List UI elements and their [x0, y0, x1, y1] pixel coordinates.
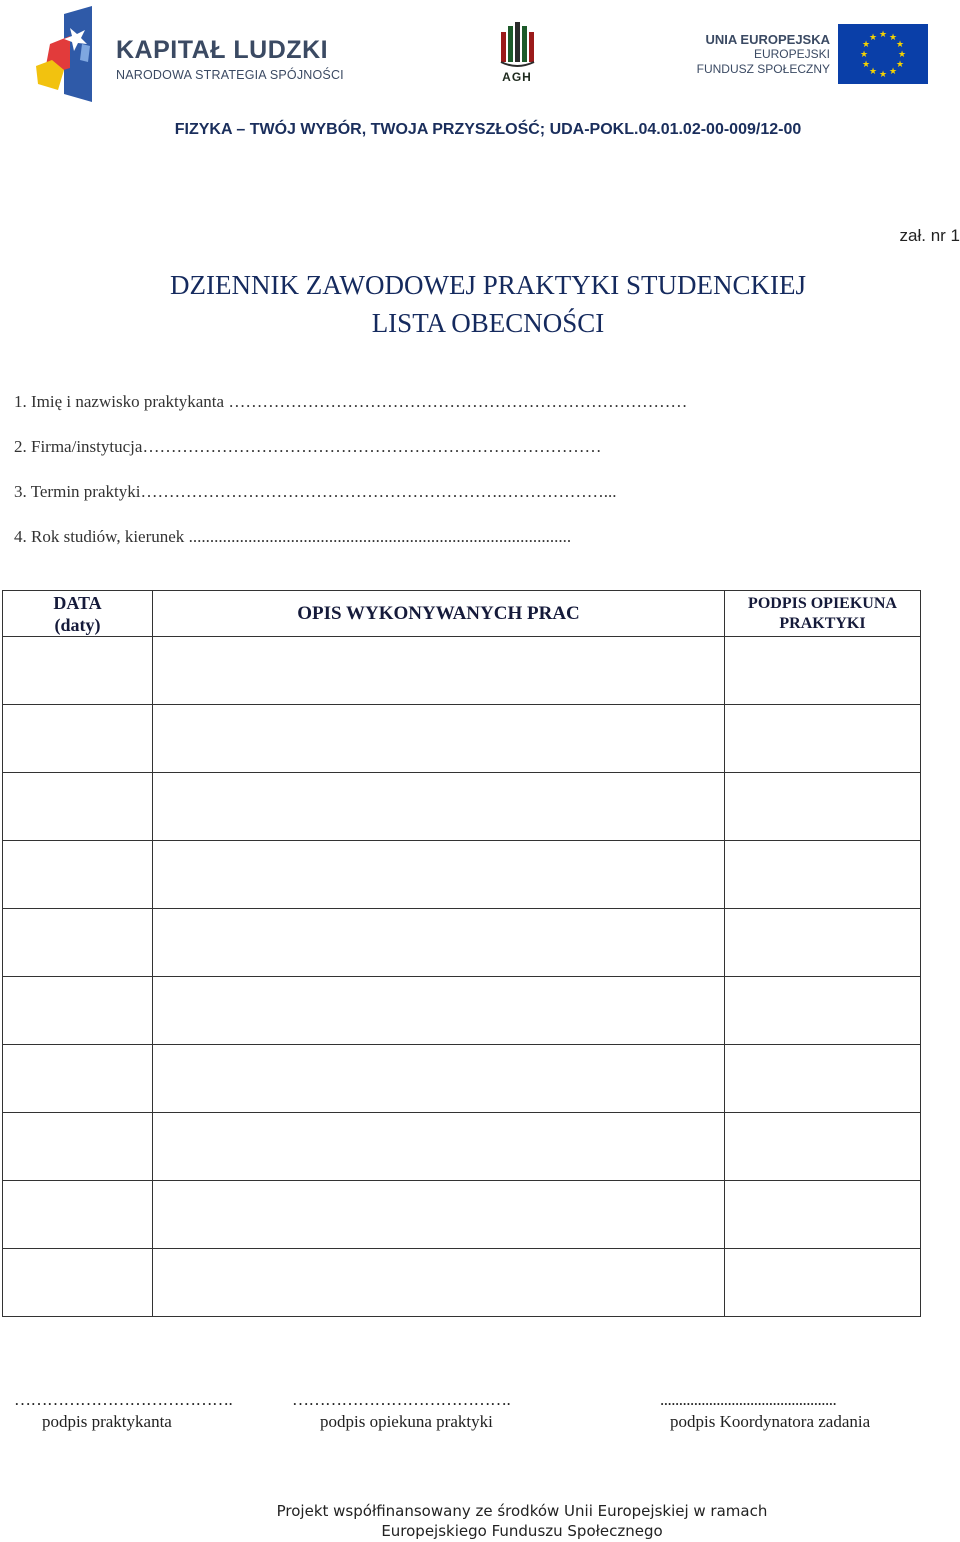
- signature-cell[interactable]: [725, 1249, 921, 1317]
- eu-line1: UNIA EUROPEJSKA: [705, 32, 830, 47]
- svg-text:★: ★: [861, 40, 871, 50]
- date-cell[interactable]: [3, 841, 153, 909]
- svg-text:★: ★: [897, 50, 907, 60]
- signature-cell[interactable]: [725, 773, 921, 841]
- table-row: [3, 1249, 921, 1317]
- svg-text:★: ★: [895, 60, 905, 70]
- svg-text:★: ★: [859, 50, 869, 60]
- eu-line2: EUROPEJSKI: [753, 47, 830, 61]
- signature-line-trainee[interactable]: ………………………………….: [14, 1390, 233, 1409]
- svg-text:★: ★: [878, 70, 888, 80]
- field-label: 2. Firma/instytucja: [14, 437, 143, 456]
- svg-text:★: ★: [888, 33, 898, 43]
- svg-text:★: ★: [888, 67, 898, 77]
- svg-text:★: ★: [868, 33, 878, 43]
- description-cell[interactable]: [153, 1113, 725, 1181]
- signature-cell[interactable]: [725, 637, 921, 705]
- svg-text:★: ★: [895, 40, 905, 50]
- date-cell[interactable]: [3, 705, 153, 773]
- field-dots: ………………………………………………………………………: [142, 437, 602, 456]
- signature-cell[interactable]: [725, 705, 921, 773]
- annex-label: zał. nr 1: [899, 226, 960, 245]
- kapital-ludzki-subtitle: NARODOWA STRATEGIA SPÓJNOŚCI: [116, 68, 344, 82]
- description-cell[interactable]: [153, 705, 725, 773]
- date-cell[interactable]: [3, 1249, 153, 1317]
- description-cell[interactable]: [153, 1045, 725, 1113]
- table-row: [3, 705, 921, 773]
- field-dots: ..........................................................................................: [188, 527, 572, 546]
- table-header-row: [3, 591, 921, 637]
- date-cell[interactable]: [3, 637, 153, 705]
- signature-cell[interactable]: [725, 909, 921, 977]
- table-row: [3, 1181, 921, 1249]
- header-supervisor-signature: PODPIS OPIEKUNA PRAKTYKI: [725, 591, 921, 637]
- date-cell[interactable]: [3, 1045, 153, 1113]
- signature-line-supervisor[interactable]: ………………………………….: [292, 1390, 511, 1409]
- table-row: [3, 841, 921, 909]
- kapital-ludzki-title: KAPITAŁ LUDZKI: [116, 36, 329, 64]
- signature-line-coordinator[interactable]: ...............................................: [660, 1390, 837, 1409]
- signature-cell[interactable]: [725, 1113, 921, 1181]
- agh-emblem-icon: [497, 22, 537, 70]
- description-cell[interactable]: [153, 1181, 725, 1249]
- project-title: FIZYKA – TWÓJ WYBÓR, TWOJA PRZYSZŁOŚĆ; UDA-POKL.04.01.02-00-009/12-00: [174, 121, 802, 138]
- attendance-table: [2, 590, 921, 1317]
- kapital-ludzki-emblem-icon: [30, 6, 110, 106]
- document-subtitle: LISTA OBECNOŚCI: [371, 308, 605, 338]
- eu-logo-text: [697, 32, 830, 77]
- table-row: [3, 1045, 921, 1113]
- table-row: [3, 909, 921, 977]
- footer-line2: Europejskiego Funduszu Społecznego: [381, 1522, 663, 1540]
- document-title: DZIENNIK ZAWODOWEJ PRAKTYKI STUDENCKIEJ: [169, 270, 806, 300]
- eu-flag-icon: [838, 24, 928, 84]
- svg-text:★: ★: [868, 67, 878, 77]
- field-company[interactable]: [14, 437, 601, 457]
- table-row: [3, 1113, 921, 1181]
- signature-cell[interactable]: [725, 841, 921, 909]
- signature-label-supervisor: podpis opiekuna praktyki: [320, 1412, 493, 1431]
- eu-line3: FUNDUSZ SPOŁECZNY: [696, 62, 830, 76]
- signature-cell[interactable]: [725, 1181, 921, 1249]
- kapital-ludzki-logo: [30, 6, 344, 106]
- eu-logo: [696, 24, 930, 88]
- field-label: 4. Rok studiów, kierunek: [14, 527, 189, 546]
- date-cell[interactable]: [3, 977, 153, 1045]
- description-cell[interactable]: [153, 637, 725, 705]
- field-trainee-name[interactable]: [14, 392, 687, 412]
- field-label: 3. Termin praktyki: [14, 482, 141, 501]
- description-cell[interactable]: [153, 977, 725, 1045]
- signature-cell[interactable]: [725, 977, 921, 1045]
- description-cell[interactable]: [153, 1249, 725, 1317]
- table-row: [3, 773, 921, 841]
- agh-logo: [497, 22, 537, 86]
- description-cell[interactable]: [153, 909, 725, 977]
- signature-cell[interactable]: [725, 1045, 921, 1113]
- footer: [0, 1501, 960, 1541]
- field-year-major[interactable]: [14, 527, 571, 547]
- svg-text:★: ★: [861, 60, 871, 70]
- svg-text:★: ★: [878, 30, 888, 40]
- table-row: [3, 637, 921, 705]
- table-row: [3, 977, 921, 1045]
- signature-label-coordinator: podpis Koordynatora zadania: [670, 1412, 871, 1431]
- date-cell[interactable]: [3, 1113, 153, 1181]
- field-dots: ………………………………………………………………………: [228, 392, 688, 411]
- date-cell[interactable]: [3, 1181, 153, 1249]
- description-cell[interactable]: [153, 773, 725, 841]
- agh-text: AGH: [502, 70, 532, 84]
- field-label: 1. Imię i nazwisko praktykanta: [14, 392, 229, 411]
- footer-line1: Projekt współfinansowany ze środków Unii Europejskiej w ramach: [276, 1502, 768, 1520]
- header-description: OPIS WYKONYWANYCH PRAC: [153, 591, 725, 637]
- description-cell[interactable]: [153, 841, 725, 909]
- date-cell[interactable]: [3, 773, 153, 841]
- date-cell[interactable]: [3, 909, 153, 977]
- header-date: DATA (daty): [3, 591, 153, 637]
- signature-label-trainee: podpis praktykanta: [42, 1412, 172, 1431]
- field-dots: ……………………………………………………….………………...: [140, 482, 617, 501]
- field-internship-term[interactable]: [14, 482, 616, 502]
